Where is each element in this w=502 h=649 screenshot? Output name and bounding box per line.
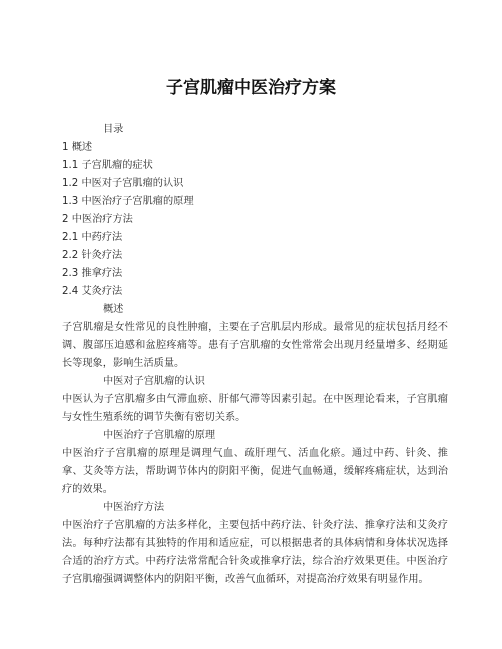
section-overview [62, 301, 448, 373]
section-heading: 中医治疗子宫肌瘤的原理 [103, 430, 216, 441]
toc-item: 2.1 中药疗法 [62, 232, 123, 243]
toc-item: 2.2 针灸疗法 [62, 250, 123, 261]
section-treatment-principle [62, 427, 448, 499]
section-paragraph: 中医治疗子宫肌瘤的方法多样化，主要包括中药疗法、针灸疗法、推拿疗法和艾灸疗法。每种疗法都有其独特的作用和适应症，可以根据患者的具体病情和身体状况选择合适的治疗方式。中药疗法常常配合针灸或推拿疗法，综合治疗效果更佳。中医治疗子宫肌瘤强调调整体内的阴阳平衡，改善气血循环，对提高治疗效果有明显作用。 [62, 520, 448, 585]
section-paragraph: 子宫肌瘤是女性常见的良性肿瘤，主要在子宫肌层内形成。最常见的症状包括月经不调、腹部压迫感和盆腔疼痛等。患有子宫肌瘤的女性常常会出现月经量增多、经期延长等现象，影响生活质量。 [62, 322, 448, 369]
toc-heading: 目录 [103, 124, 124, 135]
section-paragraph: 中医治疗子宫肌瘤的原理是调理气血、疏肝理气、活血化瘀。通过中药、针灸、推拿、艾灸等方法，帮助调节体内的阴阳平衡，促进气血畅通，缓解疼痛症状，达到治疗的效果。 [62, 448, 448, 495]
toc-item: 2 中医治疗方法 [62, 214, 133, 225]
section-paragraph: 中医认为子宫肌瘤多由气滞血瘀、肝郁气滞等因素引起。在中医理论看来，子宫肌瘤与女性生殖系统的调节失衡有密切关系。 [62, 394, 448, 423]
toc-item: 1.3 中医治疗子宫肌瘤的原理 [62, 196, 194, 207]
section-heading: 中医治疗方法 [103, 502, 165, 513]
toc-item: 2.4 艾灸疗法 [62, 286, 123, 297]
document-title: 子宫肌瘤中医治疗方案 [166, 78, 336, 98]
document-body [62, 121, 448, 589]
toc-item: 1.2 中医对子宫肌瘤的认识 [62, 178, 184, 189]
toc-item: 2.3 推拿疗法 [62, 268, 123, 279]
toc-item: 1 概述 [62, 142, 93, 153]
section-treatment-methods [62, 499, 448, 589]
section-tcm-understanding [62, 373, 448, 427]
section-heading: 概述 [103, 304, 124, 315]
table-of-contents [62, 139, 448, 301]
toc-item: 1.1 子宫肌瘤的症状 [62, 160, 153, 171]
section-heading: 中医对子宫肌瘤的认识 [103, 376, 205, 387]
